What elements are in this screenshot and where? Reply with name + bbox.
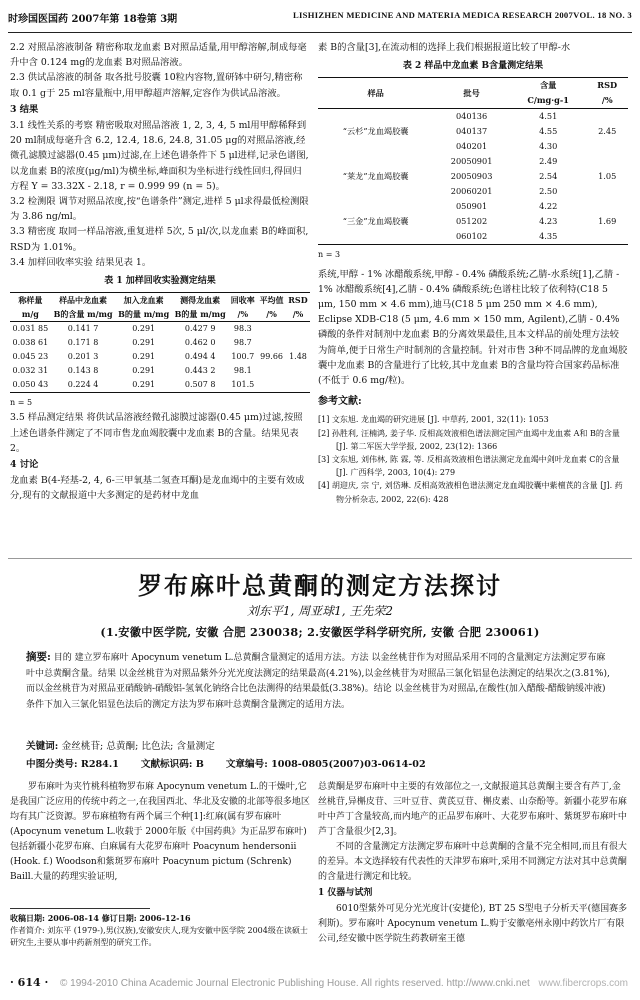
- table1-cell: 0.224 4: [51, 378, 116, 393]
- article-affiliation: (1.安徽中医学院, 安徽 合肥 230038; 2.安徽医学科学研究所, 安徽 合肥 230061): [100, 625, 540, 639]
- reference-item: [3] 文东旭, 刘伟林, 陈 霖, 等. 反相高效液相色谱法测定龙血竭中剑叶龙血素 C的含量 [J]. 广西科学, 2003, 10(4): 279: [318, 455, 620, 478]
- keywords: [26, 738, 614, 752]
- table2-cell: 2.45: [598, 126, 617, 137]
- table2-cell: 20050903: [450, 171, 493, 182]
- table1-cell: [257, 364, 286, 378]
- table1-cell: 0.038 61: [12, 338, 49, 348]
- table1-header-cell: 回收率 /%: [228, 293, 257, 322]
- table2-header-cell: 样品: [318, 78, 433, 109]
- table2-cell: 040137: [455, 126, 488, 137]
- table2-cell: [586, 139, 628, 154]
- body-para: 罗布麻叶为夹竹桃科植物罗布麻 Apocynum venetum L.的干燥叶,它是我国广泛应用的传统中药之一,在我国西北、华北及安徽的北部等很多地区均有其广泛资源。罗布麻植物有两个属三个种[1]:红麻(属有罗布麻叶(Apocynum venetum L.收载于 2000年版《中国药典》为正品罗布麻叶)包括新疆小花罗布麻、白麻属有大花罗布麻叶 Poacynum hendersonii (Hook. f.) Woodson和紫斑罗布麻叶 Poacynum pictum (Schrenk) Baill.大量的药理实验证明,: [10, 782, 310, 882]
- table2-cell: 2.49: [539, 156, 558, 167]
- table1-cell: 0.291: [132, 352, 156, 362]
- table1: [10, 292, 310, 393]
- left-column: [10, 40, 310, 504]
- table1-row: [10, 364, 310, 378]
- footnote-rule: [10, 908, 150, 909]
- table2-row: [318, 109, 628, 125]
- table1-row: [10, 336, 310, 350]
- article-divider: [8, 558, 632, 559]
- table1-header-cell: 测得龙血素 B的量 m/mg: [172, 293, 229, 322]
- running-header: [8, 10, 632, 33]
- para-2-2: 2.2 对照品溶液制备 精密称取龙血素 B对照品适量,用甲醇溶解,制成每毫升中含 0.124 mg的龙血素 B对照品溶液。: [10, 42, 307, 69]
- table2-cell: 4.51: [539, 111, 558, 122]
- table1-cell: 0.032 31: [12, 366, 49, 376]
- table1-header-row: [10, 293, 310, 322]
- table2-row: [318, 184, 628, 199]
- article-authors: 刘东平1, 周亚球1, 王先荣2: [246, 604, 394, 618]
- table1-header-cell: RSD /%: [286, 293, 310, 322]
- table1-cell: 1.48: [289, 352, 307, 362]
- table2: [318, 77, 628, 245]
- table1-row: [10, 322, 310, 337]
- para-discussion-cont: 系统,甲醇 - 1% 冰醋酸系统,甲醇 - 0.4% 磷酸系统;乙腈-水系统[1],乙腈 - 1% 冰醋酸系统[4],乙腈 - 0.4% 磷酸系统;色谱柱比较了依利特(C18 5 μm, 150 mm × 4.6 mm),迪马(C18 5 μm 250 mm × 4.6 mm), Eclipse XDB-C18 (5 μm, 4.6 mm × 150 mm, Agilent),乙腈 - 0.4% 磷酸的条件对制剂中龙血素 B的分离效果最佳,且本文样品的前处理方法较为简单,便于日常生产时制剂的含量控制。针对市售 3种不同品牌的龙血竭胶囊中龙血素 B的含量进行了比较,其中龙血素 B的含量均符合国家药品标准(不低于 0.6 mg/粒)。: [318, 268, 628, 387]
- table1-cell: 0.141 7: [67, 324, 99, 334]
- table1-cell: 0.201 3: [67, 352, 99, 362]
- page-number: · 614 ·: [10, 976, 49, 989]
- reference-item: [1] 文东旭. 龙血竭的研究进展 [J]. 中草药, 2001, 32(11): 1053: [318, 415, 549, 425]
- table1-cell: 0.291: [132, 324, 156, 334]
- table2-title: 表 2 样品中龙血素 B含量测定结果: [402, 61, 544, 72]
- table1-cell: 0.462 0: [184, 338, 216, 348]
- table2-cell: 1.69: [598, 216, 617, 227]
- table2-header-cell: 含量 C/mg·g-1: [510, 78, 587, 109]
- table2-cell: 2.50: [539, 186, 558, 197]
- references-title: 参考文献:: [318, 396, 362, 408]
- table2-cell: 4.55: [539, 126, 558, 137]
- table1-header-cell: 平均值 /%: [257, 293, 286, 322]
- para-3-4: 3.4 加样回收率实验 结果见表 1。: [10, 256, 152, 268]
- site-url: http://www.cnki.net: [446, 978, 530, 989]
- body-para: 总黄酮是罗布麻叶中主要的有效部位之一,文献报道其总黄酮主要含有芦丁,金丝桃苷,异槲皮苷、三叶豆苷、黄芪豆苷、槲皮素、山奈酚等。新疆小花罗布麻叶中芦丁含量较高,而内地产的正品罗布麻叶、大花罗布麻叶、紫斑罗布麻叶中芦丁含量很少[2,3]。: [318, 782, 627, 837]
- table2-cell: “云杉”龙血竭胶囊: [342, 126, 409, 137]
- table1-cell: [286, 322, 310, 337]
- article2-left-column: [10, 780, 310, 885]
- table1-cell: 101.5: [228, 378, 257, 393]
- table2-cell: 4.22: [539, 201, 558, 212]
- table2-cell: 040136: [455, 111, 488, 122]
- copyright-text: © 1994-2010 China Academic Journal Electronic Publishing House. All rights reserved.: [60, 978, 444, 989]
- para-3-3: 3.3 精密度 取同一样品溶液,重复进样 5次, 5 μl/次,以龙血素 B的峰面积, RSD为 1.01%。: [10, 226, 309, 253]
- table1-cell: 0.045 23: [12, 352, 49, 362]
- table2-row: [318, 214, 628, 229]
- table1-header-cell: 称样量 m/g: [10, 293, 51, 322]
- article-title: 罗布麻叶总黄酮的测定方法探讨: [138, 572, 502, 600]
- table2-header-cell: 批号: [433, 78, 510, 109]
- table2-cell: [318, 139, 433, 154]
- table1-cell: [257, 336, 286, 350]
- table2-cell: [318, 229, 433, 245]
- table2-row: [318, 169, 628, 184]
- keywords-label: 关键词:: [26, 741, 59, 752]
- journal-name-en: LISHIZHEN MEDICINE AND MATERIA MEDICA RESEARCH 2007VOL. 18 NO. 3: [292, 10, 632, 20]
- table1-body: [10, 322, 310, 393]
- para-3-2: 3.2 检测限 调节对照品浓度,按“色谱条件”测定,进样 5 μl求得最低检测限为 3.86 ng/ml。: [10, 196, 309, 223]
- para-2-3: 2.3 供试品溶液的制备 取各批号胶囊 10粒内容物,置研钵中研匀,精密称取 0.1 g于 25 ml容量瓶中,用甲醇超声溶解,定容作为供试品溶液。: [10, 72, 303, 99]
- table2-row: [318, 124, 628, 139]
- table1-cell: 0.171 8: [67, 338, 99, 348]
- table1-note: n = 5: [10, 398, 33, 408]
- clc-number: 中图分类号: R284.1: [26, 759, 119, 770]
- para-lead: 素 B的含量[3],在流动相的选择上我们根据报道比较了甲醇-水: [318, 42, 571, 53]
- table2-row: [318, 139, 628, 154]
- table2-cell: 1.05: [598, 171, 617, 182]
- table1-cell: 0.291: [115, 378, 172, 393]
- table2-cell: [586, 184, 628, 199]
- footnote: [10, 912, 310, 950]
- article-id: 文章编号: 1008-0805(2007)03-0614-02: [225, 759, 426, 770]
- abstract-label: 摘要:: [26, 651, 51, 663]
- table1-cell: 0.291: [132, 366, 156, 376]
- table1-cell: 98.1: [233, 366, 252, 376]
- table2-body: [318, 109, 628, 245]
- table2-cell: 040201: [455, 141, 488, 152]
- table2-cell: [318, 109, 433, 125]
- table2-cell: 4.23: [539, 216, 558, 227]
- table2-cell: “三金”龙血竭胶囊: [342, 216, 409, 227]
- table2-cell: 20060201: [450, 186, 493, 197]
- table2-cell: [586, 109, 628, 125]
- table1-cell: 0.427 9: [184, 324, 216, 334]
- table1-cell: 0.143 8: [67, 366, 99, 376]
- table2-cell: 050901: [455, 201, 488, 212]
- table2-cell: 060102: [433, 229, 510, 245]
- classification-line: [26, 756, 614, 770]
- table1-cell: [257, 322, 286, 337]
- table2-row: [318, 199, 628, 214]
- table1-cell: [257, 378, 286, 393]
- watermark: www.fibercrops.com: [538, 978, 628, 989]
- table2-cell: [318, 184, 433, 199]
- document-code: 文献标识码: B: [140, 759, 204, 770]
- table2-cell: 2.54: [539, 171, 558, 182]
- table2-cell: [586, 199, 628, 214]
- table2-header-row: [318, 78, 628, 109]
- table1-title: 表 1 加样回收实验测定结果: [104, 276, 216, 287]
- table1-cell: [286, 364, 310, 378]
- table2-cell: 20050901: [450, 156, 493, 167]
- section-discussion-heading: 4 讨论: [10, 459, 39, 471]
- table1-cell: 0.443 2: [184, 366, 216, 376]
- table2-cell: “莱龙”龙血竭胶囊: [342, 171, 409, 182]
- article2-right-column: [318, 780, 628, 947]
- table1-header-cell: 加入龙血素 B的量 m/mg: [115, 293, 172, 322]
- copyright-notice: [60, 978, 530, 989]
- table1-cell: 0.031 85: [12, 324, 49, 334]
- footnote-author-bio: 作者简介: 刘东平 (1979-),男(汉族),安徽安庆人,现为安徽中医学院 2004级在读硕士研究生,主要从事中药新剂型的研究工作。: [10, 925, 308, 948]
- table2-cell: [586, 229, 628, 245]
- para-3-1: 3.1 线性关系的考察 精密吸取对照品溶液 1, 2, 3, 4, 5 ml用甲醇稀释到 20 ml制成每毫升含 6.2, 12.4, 18.6, 24.8, 31.05 μg的对照品溶液,经微孔滤膜过滤器(0.45 μm)过滤,在上述色谱条件下 5 μl进样,记录色谱图,以龙血素 B的浓度(μg/ml)为横坐标,峰面积为坐标进行线性回归,得回归方程 Y = 33.32X - 2.18, r = 0.999 99 (n = 5)。: [10, 120, 309, 192]
- table1-row: [10, 350, 310, 364]
- table1-cell: 99.66: [260, 352, 284, 362]
- table1-cell: 100.7: [231, 352, 255, 362]
- table2-cell: [318, 154, 433, 169]
- section-instruments-heading: 1 仪器与试剂: [318, 888, 373, 898]
- table1-cell: 0.050 43: [10, 378, 51, 393]
- body-para: 6010型紫外可见分光光度计(安捷伦), BT 25 S型电子分析天平(德国赛多利斯)。罗布麻叶 Apocynum venetum L.购于安徽亳州永刚中药饮片厂有限公司,经安徽中医学院生药教研室王德: [318, 904, 628, 944]
- table1-cell: 0.494 4: [184, 352, 216, 362]
- table2-cell: [318, 199, 433, 214]
- table2-cell: 4.30: [539, 141, 558, 152]
- table1-cell: 0.507 8: [172, 378, 229, 393]
- section-results-heading: 3 结果: [10, 103, 39, 115]
- table1-cell: [286, 336, 310, 350]
- abstract: [26, 650, 614, 713]
- table2-cell: 051202: [455, 216, 488, 227]
- table2-cell: 4.35: [510, 229, 587, 245]
- table2-header-cell: RSD /%: [586, 78, 628, 109]
- right-column: [318, 40, 628, 506]
- table1-header-cell: 样品中龙血素 B的含量 m/mg: [51, 293, 116, 322]
- para-discussion: 龙血素 B(4-羟基-2, 4, 6-三甲氧基二氢查耳酮)是龙血竭中的主要有效成分,现有的文献报道中大多测定的是药材中龙血: [10, 475, 305, 502]
- table1-cell: 98.7: [233, 338, 252, 348]
- table1-cell: [286, 378, 310, 393]
- table2-row: [318, 154, 628, 169]
- journal-name-cn: 时珍国医国药 2007年第 18卷第 3期: [8, 14, 178, 25]
- table2-row: [318, 229, 628, 245]
- reference-item: [2] 孙胜利, 汪楠鸿, 姜子华. 反相高效液相色谱法测定国产血竭中龙血素 A和 B的含量 [J]. 第二军医大学学报, 2002, 23(12): 1366: [318, 428, 620, 451]
- reference-item: [4] 胡迎庆, 宗 宁, 刘岱琳. 反相高效液相色谱法测定龙血竭胶囊中紫檀芪的含量 [J]. 药物分析杂志, 2002, 22(6): 428: [318, 481, 623, 504]
- table2-cell: [586, 154, 628, 169]
- footnote-dates: 收稿日期: 2006-08-14 修订日期: 2006-12-16: [10, 913, 191, 923]
- keywords-text: 金丝桃苷; 总黄酮; 比色法; 含量测定: [61, 741, 215, 752]
- table1-cell: 98.3: [233, 324, 252, 334]
- table2-note: n = 3: [318, 250, 341, 260]
- abstract-text: 目的 建立罗布麻叶 Apocynum venetum L.总黄酮含量测定的适用方法。方法 以金丝桃苷作为对照品采用不同的含量测定方法测定罗布麻叶中总黄酮含量。结果 以金丝桃苷为对照品紫外分光光度法测定的结果最高(4.21%),以金丝桃苷为对照品三氯化铝显色法测定的结果次之(3.81%),而以金丝桃苷为对照品亚硝酸钠-硝酸铝-氢氧化钠络合比色法测得的结果最低(3.38%)。结论 以金丝桃苷为对照品,在酸性(加入醋酸-醋酸钠缓冲液)条件下加入三氯化铝显色法后的测定方法为罗布麻叶总黄酮含量测定的适用方法。: [26, 653, 610, 710]
- table1-row: [10, 378, 310, 393]
- table1-cell: 0.291: [132, 338, 156, 348]
- para-3-5: 3.5 样品测定结果 将供试品溶液经微孔滤膜过滤器(0.45 μm)过滤,按照上述色谱条件测定了不同市售龙血竭胶囊中龙血素 B的含量。结果见表 2。: [10, 412, 303, 454]
- body-para: 不同的含量测定方法测定罗布麻叶中总黄酮的含量不完全相同,而且有很大的差异。本文选择较有代表性的天津罗布麻叶,采用不同测定方法对其中总黄酮的含量进行测定和比较。: [318, 842, 627, 882]
